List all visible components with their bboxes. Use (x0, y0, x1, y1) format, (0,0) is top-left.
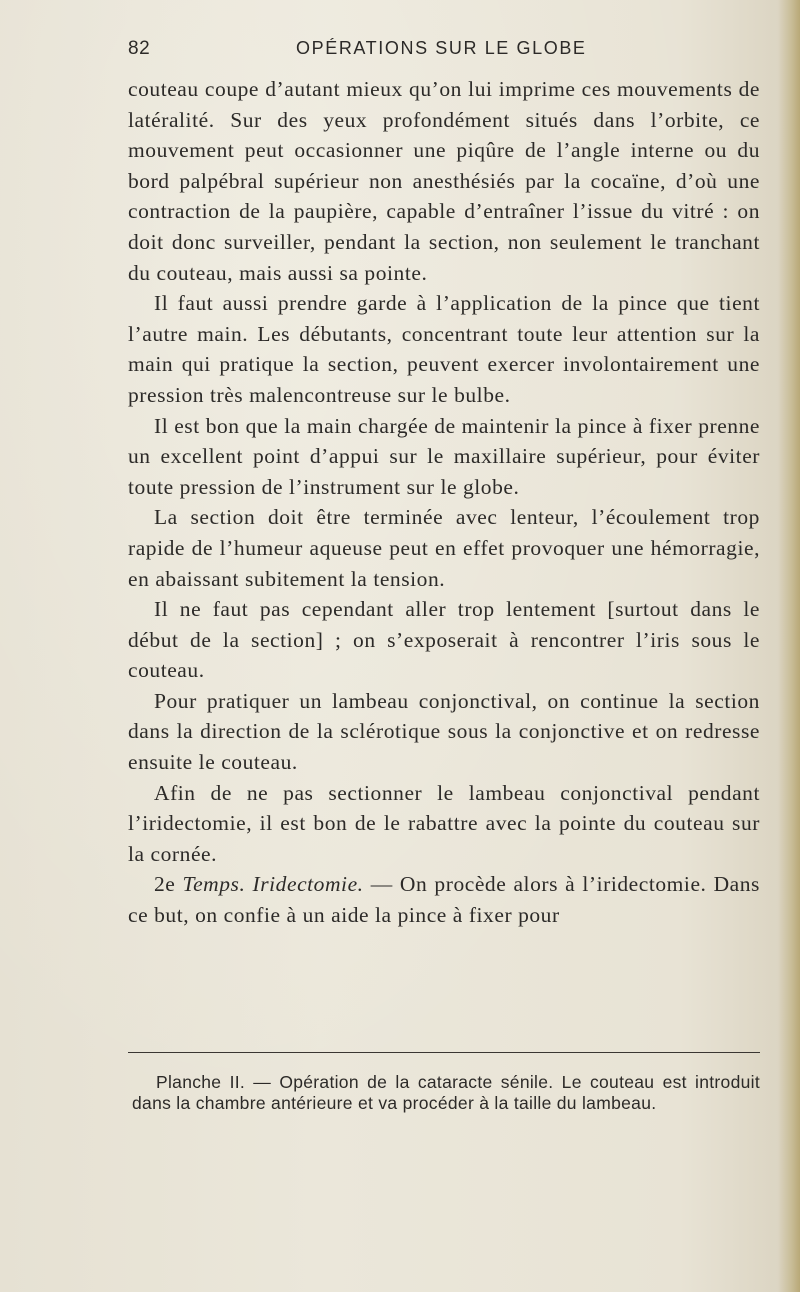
step-marker: 2e (154, 872, 176, 897)
step-text: — On procède alors à l’iridectomie. Dans ce but, on confie à un aide la pince à fixer pour (128, 872, 760, 928)
paragraph: Pour pratiquer un lambeau conjonctival, on continue la section dans la direction de la sclérotique sous la conjonctive et on redresse ensuite le couteau. (128, 688, 760, 775)
running-title: OPÉRATIONS SUR LE GLOBE (296, 38, 587, 58)
paragraph: Il faut aussi prendre garde à l’application de la pince que tient l’autre main. Les débutants, concentrant toute leur attention sur la main qui pratique la section, peuvent exercer involontairement une pression très malencontreuse sur le bulbe. (128, 291, 760, 407)
body-text (128, 74, 760, 931)
step-heading: Temps. Iridectomie. (182, 872, 364, 897)
paragraph: Afin de ne pas sectionner le lambeau conjonctival pendant l’iridectomie, il est bon de le rabattre avec la pointe du couteau sur la cornée. (128, 780, 760, 866)
paragraph-iridectomie (128, 869, 760, 930)
paragraph: La section doit être terminée avec lenteur, l’écoulement trop rapide de l’humeur aqueuse peut en effet provoquer une hémorragie, en abaissant subitement la tension. (128, 505, 760, 591)
footnote-rule (128, 1052, 760, 1053)
paragraph: Il ne faut pas cependant aller trop lentement [surtout dans le début de la section] ; on s’exposerait à rencontrer l’iris sous le couteau. (128, 597, 760, 683)
page-edge-shadow (778, 0, 800, 1292)
running-head (128, 38, 760, 64)
paragraph: couteau coupe d’autant mieux qu’on lui imprime ces mouvements de latéralité. Sur des yeux profondément situés dans l’orbite, ce mouvement peut occasionner une piqûre de l’angle interne ou du bord palpébral supérieur non anesthésiés par la cocaïne, d’où une contraction de la paupière, capable d’entraîner l’issue du vitré : on doit donc surveiller, pendant la section, non seulement le tranchant du couteau, mais aussi sa pointe. (128, 77, 760, 285)
paragraph: Il est bon que la main chargée de maintenir la pince à fixer prenne un excellent point d’appui sur le maxillaire supérieur, pour éviter toute pression de l’instrument sur le globe. (128, 413, 760, 499)
page-number: 82 (128, 38, 151, 59)
plate-caption: Planche II. — Opération de la cataracte sénile. Le couteau est introduit dans la chambre antérieure et va procéder à la taille du lambeau. (132, 1072, 760, 1113)
